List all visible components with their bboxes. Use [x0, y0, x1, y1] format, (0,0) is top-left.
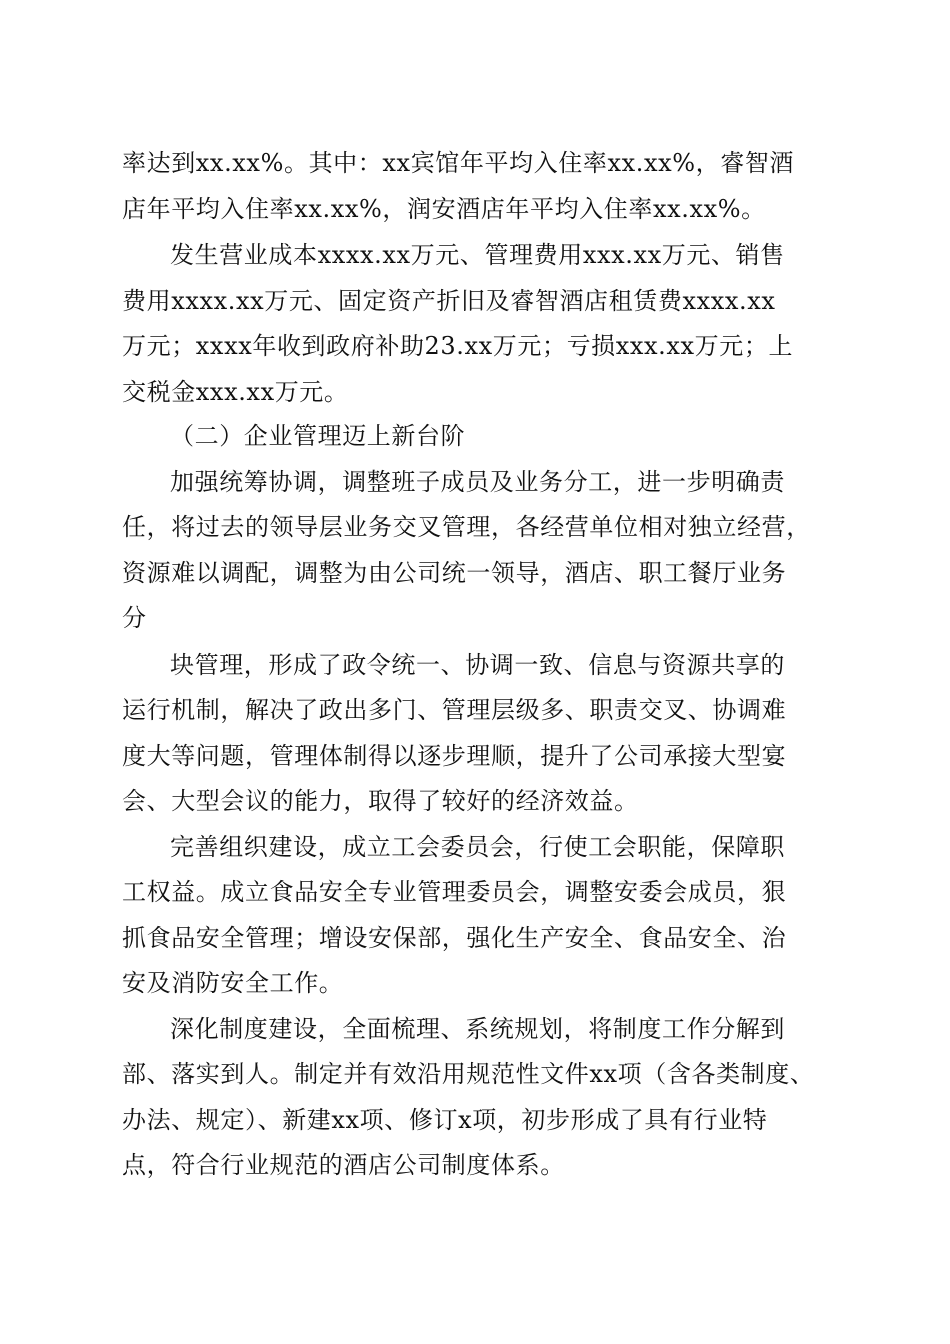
text-line: 发生营业成本xxxx.xx万元、管理费用xxx.xx万元、销售: [170, 241, 785, 269]
text-line: 店年平均入住率xx.xx%，润安酒店年平均入住率xx.xx%。: [122, 195, 766, 223]
text-line: 率达到xx.xx%。其中：xx宾馆年平均入住率xx.xx%，睿智酒: [122, 149, 795, 177]
text-line: 任，将过去的领导层业务交叉管理，各经营单位相对独立经营，: [122, 513, 811, 541]
text-line: 费用xxxx.xx万元、固定资产折旧及睿智酒店租赁费xxxx.xx: [122, 287, 776, 315]
text-line: 度大等问题，管理体制得以逐步理顺，提升了公司承接大型宴: [122, 742, 787, 770]
text-line: 安及消防安全工作。: [122, 969, 344, 997]
text-line: 部、落实到人。制定并有效沿用规范性文件xx项（含各类制度、: [122, 1060, 815, 1088]
text-line: 分: [122, 604, 147, 632]
text-line: 运行机制，解决了政出多门、管理层级多、职责交叉、协调难: [122, 696, 787, 724]
text-line: 完善组织建设，成立工会委员会，行使工会职能，保障职: [170, 833, 785, 861]
text-line: 加强统筹协调，调整班子成员及业务分工，进一步明确责: [170, 468, 785, 496]
section-heading: （二）企业管理迈上新台阶: [170, 422, 466, 450]
text-line: 交税金xxx.xx万元。: [122, 378, 349, 406]
text-line: 办法、规定）、新建xx项、修订x项，初步形成了具有行业特: [122, 1106, 768, 1134]
text-line: 资源难以调配，调整为由公司统一领导，酒店、职工餐厅业务: [122, 559, 787, 587]
text-line: 点，符合行业规范的酒店公司制度体系。: [122, 1151, 565, 1179]
text-line: 工权益。成立食品安全专业管理委员会，调整安委会成员，狠: [122, 878, 787, 906]
text-line: 深化制度建设，全面梳理、系统规划，将制度工作分解到: [170, 1015, 785, 1043]
text-line: 万元；xxxx年收到政府补助23.xx万元；亏损xxx.xx万元；上: [122, 332, 794, 360]
text-line: 抓食品安全管理；增设安保部，强化生产安全、食品安全、治: [122, 924, 787, 952]
text-line: 块管理，形成了政令统一、协调一致、信息与资源共享的: [170, 651, 785, 679]
text-line: 会、大型会议的能力，取得了较好的经济效益。: [122, 787, 639, 815]
